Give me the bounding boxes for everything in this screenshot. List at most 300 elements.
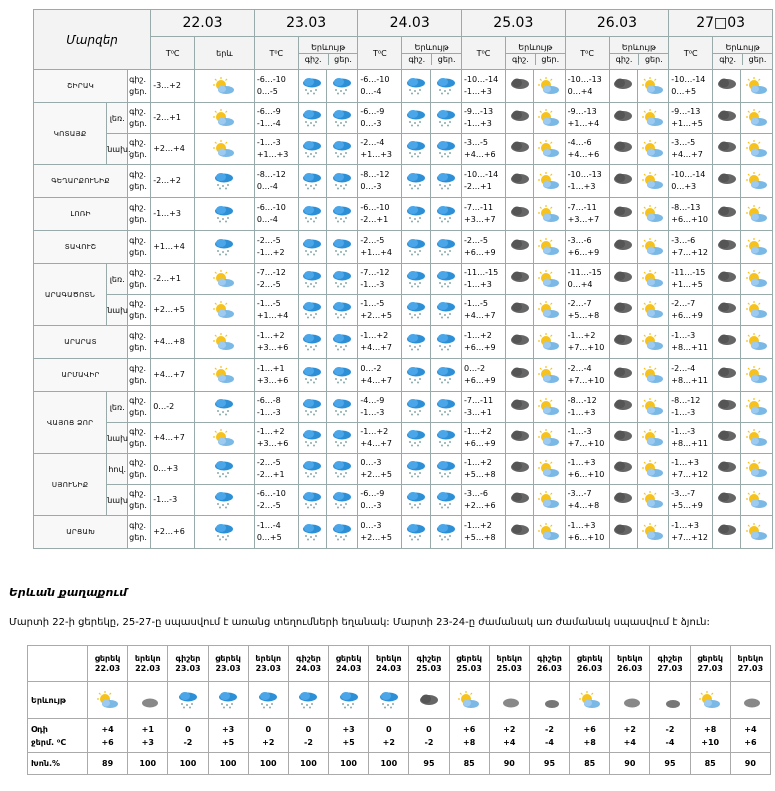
day-label: ցեր.: [129, 150, 147, 159]
regional-forecast-table: [33, 9, 773, 549]
day-temp: -2…+1: [360, 215, 389, 224]
snow-icon: [405, 366, 427, 384]
night-temp: -1…+2: [567, 331, 596, 340]
night-temp: 0…-2: [464, 364, 486, 373]
sun-icon: [642, 205, 664, 223]
corner-title: Մարզեր: [34, 10, 151, 70]
day-label: ցեր.: [129, 311, 147, 320]
snow-icon: [405, 270, 427, 288]
sun-icon: [213, 366, 235, 384]
temp-min: +8: [704, 724, 717, 734]
temp-header: T⁰C: [669, 37, 713, 70]
night-temp: -9…-13: [464, 107, 494, 116]
cloud-icon: [418, 691, 440, 709]
day-temp: -2…-5: [256, 501, 281, 510]
region-name: ՎԱՅՈՑ ՁՈՐ: [34, 392, 107, 454]
night-temp: -8…-12: [567, 396, 597, 405]
sun-icon: [538, 398, 560, 416]
day-temp: +6…+10: [567, 533, 605, 542]
day-temp: 0…+4: [567, 280, 593, 289]
snow-icon: [217, 691, 239, 709]
night-label: գիշ.: [129, 396, 147, 405]
day-temp: -1…-3: [256, 408, 281, 417]
day-temp: +1…+3: [360, 150, 393, 159]
night-temp: 0…-3: [360, 458, 382, 467]
period-label: ցերեկ: [94, 653, 121, 663]
period-label: երեկո: [255, 653, 282, 663]
night-temp: -6…-9: [360, 489, 385, 498]
temp-range: +2…+6: [153, 527, 185, 536]
humidity-value: 100: [248, 753, 288, 775]
day-temp: -1…+3: [464, 280, 492, 289]
period-date: 27.03: [737, 663, 764, 673]
day-label: ցեր.: [129, 119, 147, 128]
day-temp: -1…+2: [256, 248, 285, 257]
day-label: ցեր.: [129, 280, 147, 289]
night-label: գիշ.: [129, 170, 147, 179]
temp-range: +4…+8: [153, 337, 185, 346]
day-temp: +5…+8: [567, 311, 600, 320]
night-temp: -1…+2: [360, 331, 389, 340]
night-header: գիշ.: [610, 54, 640, 65]
day-temp: +1…+5: [671, 119, 703, 128]
night-icon: [509, 270, 531, 288]
region-name: ԼՈՌԻ: [34, 198, 128, 231]
period-date: 25.03: [456, 663, 482, 673]
period-date: 23.03: [175, 663, 201, 673]
night-icon: [612, 205, 634, 223]
period-label: երեկո: [737, 653, 764, 663]
day-header: ցեր.: [541, 54, 560, 64]
period-date: 26.03: [617, 663, 643, 673]
day-header: ցեր.: [334, 54, 352, 64]
snow-icon: [257, 691, 279, 709]
sun-icon: [538, 172, 560, 190]
sub-zone: նախ: [107, 295, 128, 326]
phen-header: Երևույթ: [299, 42, 358, 54]
city-description: Մարտի 22-ի ցերեկը, 25-27-ը սպասվում է առանց տեղումների եղանակ: Մարտի 23-24-ը ժամանակ առ ժամանակ սպասվում է ձյուն:: [9, 617, 710, 628]
day-temp: +4…+6: [567, 150, 600, 159]
sun-icon: [642, 140, 664, 158]
day-temp: +3…+7: [464, 215, 496, 224]
night-label: գիշ.: [129, 458, 147, 467]
night-icon: [612, 366, 634, 384]
temp-min: +6: [583, 724, 596, 734]
snow-icon: [331, 109, 353, 127]
day-temp: +6…+9: [671, 311, 703, 320]
period-label: ցերեկ: [697, 653, 724, 663]
day-label: ցեր.: [129, 376, 147, 385]
snow-icon: [331, 398, 353, 416]
day-temp: +2…+5: [360, 311, 393, 320]
sun-icon: [746, 205, 768, 223]
humidity-value: 89: [88, 753, 128, 775]
date-header: 22.03: [151, 10, 255, 37]
night-icon: [509, 460, 531, 478]
night-header: գիշ.: [713, 54, 743, 65]
temp-max: +4: [623, 737, 636, 747]
day-temp: +6…+10: [567, 470, 605, 479]
region-row: [34, 359, 773, 392]
region-row: [34, 198, 773, 231]
period-label: երեկո: [375, 653, 402, 663]
day-temp: +7…+12: [671, 533, 708, 542]
sun-icon: [458, 691, 480, 709]
night-label: գիշ.: [129, 489, 147, 498]
period-label: գիշեր: [657, 653, 683, 663]
day-label: ցեր.: [129, 470, 147, 479]
temp-min: 0: [185, 724, 191, 734]
night-icon: [612, 460, 634, 478]
temp-min: +6: [462, 724, 476, 734]
temp-min: -2: [545, 724, 554, 734]
night-temp: -1…-3: [256, 138, 281, 147]
sun-icon: [538, 523, 560, 541]
snow-icon: [301, 460, 323, 478]
sun-icon: [642, 77, 664, 95]
sun-icon: [746, 491, 768, 509]
night-temp: -7…-11: [567, 203, 597, 212]
night-icon: [716, 333, 738, 351]
sun-icon: [538, 301, 560, 319]
humidity-label: Խոն.%: [28, 753, 88, 775]
temp-max: -2: [424, 737, 434, 747]
snow-icon: [331, 205, 353, 223]
night-temp: -1…-5: [464, 299, 488, 308]
day-temp: 0…+5: [671, 87, 697, 96]
snow-icon: [405, 238, 427, 256]
night-temp: 0…-3: [360, 521, 382, 530]
day-temp: +1…+4: [567, 119, 600, 128]
humidity-value: 100: [168, 753, 208, 775]
period-date: 26.03: [536, 663, 563, 673]
night-temp: -9…-13: [567, 107, 597, 116]
temp-min: +2: [623, 724, 636, 734]
sun-icon: [642, 270, 664, 288]
temp-max: +2: [262, 737, 275, 747]
night-temp: -1…-5: [256, 299, 281, 308]
snow-icon: [405, 172, 427, 190]
night-temp: -1…-4: [256, 521, 281, 530]
day-temp: +1…+3: [256, 150, 289, 159]
snow-icon: [301, 238, 323, 256]
snow-icon: [405, 301, 427, 319]
day-label: ցեր.: [129, 408, 147, 417]
day-label: ցեր.: [129, 182, 147, 191]
night-icon: [716, 77, 738, 95]
night-temp: -1…-5: [360, 299, 385, 308]
sun-icon: [213, 140, 235, 158]
temp-range: 0…-2: [153, 402, 175, 411]
sun-icon: [746, 366, 768, 384]
day-temp: +6…+9: [464, 439, 496, 448]
sun-icon: [642, 429, 664, 447]
night-header: գիշ.: [402, 54, 432, 65]
night-icon: [716, 460, 738, 478]
snow-icon: [301, 77, 323, 95]
snow-icon: [378, 691, 400, 709]
snow-icon: [435, 366, 457, 384]
day-temp: +6…+9: [464, 376, 496, 385]
snow-icon: [213, 398, 235, 416]
day-temp: -1…+3: [567, 182, 596, 191]
snow-icon: [301, 398, 323, 416]
sun-icon: [746, 523, 768, 541]
snow-icon: [405, 491, 427, 509]
night-temp: -3…-7: [671, 489, 696, 498]
night-icon: [612, 491, 634, 509]
day-temp: +7…+12: [671, 470, 708, 479]
snow-icon: [213, 205, 235, 223]
day-temp: 0…-3: [360, 182, 382, 191]
snow-icon: [435, 109, 457, 127]
night-label: գիշ.: [129, 427, 147, 436]
snow-icon: [301, 366, 323, 384]
day-temp: +5…+8: [464, 470, 496, 479]
night-temp: -1…+3: [567, 521, 596, 530]
day-label: ցեր.: [129, 248, 147, 257]
region-name: ՏԱՎՈՒՇ: [34, 231, 128, 264]
night-icon: [509, 140, 531, 158]
sun-icon: [746, 301, 768, 319]
night-icon: [612, 301, 634, 319]
night-icon: [612, 523, 634, 541]
night-icon: [716, 491, 738, 509]
night-label: գիշ.: [129, 299, 147, 308]
temp-range: 0…+3: [153, 464, 179, 473]
day-temp: +5…+8: [464, 533, 496, 542]
humidity-value: 85: [449, 753, 489, 775]
phen-header: Երևույթ: [713, 42, 772, 54]
day-temp: +8…+11: [671, 439, 708, 448]
sub-zone: լեռ.: [107, 103, 128, 134]
period-label: գիշեր: [416, 653, 442, 663]
sun-icon: [642, 301, 664, 319]
period-label: ցերեկ: [576, 653, 603, 663]
temp-min: +4: [101, 724, 114, 734]
temp-max: +2: [382, 737, 395, 747]
sub-zone: լեռ.: [107, 392, 128, 423]
snow-icon: [301, 109, 323, 127]
temp-max: +5: [342, 737, 355, 747]
night-temp: -2…-4: [671, 364, 696, 373]
sun-icon: [538, 333, 560, 351]
night-icon: [612, 270, 634, 288]
sun-icon: [642, 491, 664, 509]
night-temp: -6…-10: [256, 489, 286, 498]
period-label: գիշեր: [537, 653, 562, 663]
sun-icon: [538, 270, 560, 288]
day-temp: +7…+10: [567, 439, 605, 448]
phen-row-label: Երևույթ: [28, 682, 88, 719]
humidity-value: 85: [690, 753, 730, 775]
snow-icon: [405, 140, 427, 158]
date-header: 25.03: [462, 10, 566, 37]
day-temp: 0…+5: [256, 533, 282, 542]
sun-icon: [579, 691, 601, 709]
day-label: ցեր.: [129, 501, 147, 510]
night-icon: [612, 140, 634, 158]
temp-max: +10: [701, 737, 720, 747]
temp-range: +2…+4: [153, 144, 185, 153]
air-label: Օդի: [31, 724, 48, 734]
night-icon: [612, 172, 634, 190]
night-temp: -3…-5: [671, 138, 696, 147]
snow-icon: [331, 140, 353, 158]
night-header: գիշ.: [299, 54, 329, 65]
night-icon: [509, 172, 531, 190]
sun-icon: [746, 77, 768, 95]
snow-icon: [331, 77, 353, 95]
humidity-value: 95: [650, 753, 690, 775]
snow-icon: [213, 238, 235, 256]
night-icon: [509, 205, 531, 223]
period-label: երեկո: [134, 653, 161, 663]
night-label: գիշ.: [129, 364, 147, 373]
period-label: ցերեկ: [335, 653, 362, 663]
night-icon: [716, 172, 738, 190]
sub-zone: լեռ.: [107, 264, 128, 295]
night-icon: [716, 366, 738, 384]
region-name: ԱՐՄԱՎԻՐ: [34, 359, 128, 392]
night-temp: -7…-12: [360, 268, 390, 277]
region-name: ՇԻՐԱԿ: [34, 70, 128, 103]
day-header: ցեր.: [748, 54, 767, 64]
snow-icon: [435, 77, 457, 95]
region-row: [34, 295, 773, 326]
night-temp: -1…+2: [256, 331, 285, 340]
region-row: [34, 454, 773, 485]
temp-range: +4…+7: [153, 370, 185, 379]
day-temp: 0…+4: [567, 87, 593, 96]
snow-icon: [435, 270, 457, 288]
night-temp: -8…-12: [360, 170, 390, 179]
night-temp: -10…-14: [671, 170, 706, 179]
temp-min: 0: [305, 724, 312, 734]
period-date: 22.03: [94, 663, 121, 673]
snow-icon: [331, 491, 353, 509]
snow-icon: [331, 429, 353, 447]
snow-icon: [297, 691, 319, 709]
sun-icon: [642, 109, 664, 127]
region-row: [34, 326, 773, 359]
temp-max: +8: [462, 737, 476, 747]
day-temp: 0…-4: [256, 215, 278, 224]
snow-icon: [177, 691, 199, 709]
night-temp: -9…-13: [671, 107, 701, 116]
day-temp: 0…-3: [360, 119, 382, 128]
night-temp: -2…-7: [671, 299, 696, 308]
night-temp: -2…-5: [464, 236, 488, 245]
day-temp: +4…+7: [671, 150, 703, 159]
snow-icon: [435, 205, 457, 223]
day-temp: +6…+9: [567, 248, 600, 257]
night-temp: -7…-11: [464, 396, 494, 405]
day-temp: +1…+5: [671, 280, 703, 289]
sun-icon: [746, 172, 768, 190]
region-name: ԱՐՑԱԽ: [34, 516, 128, 549]
temp-max: +4: [503, 737, 516, 747]
temp-max: +5: [221, 737, 235, 747]
humidity-value: 100: [329, 753, 369, 775]
day-temp: 0…-4: [256, 182, 278, 191]
day-label: ցեր.: [129, 533, 147, 542]
night-temp: -1…+3: [671, 521, 700, 530]
night-label: գիշ.: [129, 521, 147, 530]
night-temp: -6…-9: [256, 107, 281, 116]
night-icon: [612, 77, 634, 95]
temp-range: +1…+4: [153, 242, 185, 251]
day-temp: 0…-5: [256, 87, 278, 96]
snow-icon: [213, 523, 235, 541]
night-temp: -11…-15: [464, 268, 499, 277]
region-name: ԱՐԱԳԱԾՈՏՆ: [34, 264, 107, 326]
night-icon: [509, 491, 531, 509]
day-temp: +1…+4: [256, 311, 289, 320]
night-icon: [509, 109, 531, 127]
day-temp: +6…+9: [464, 343, 496, 352]
sun-icon: [699, 691, 721, 709]
sun-icon: [538, 140, 560, 158]
night-temp: -2…-5: [256, 236, 281, 245]
region-row: [34, 485, 773, 516]
period-date: 23.03: [255, 663, 281, 673]
temp-max: -2: [304, 737, 313, 747]
snow-icon: [301, 491, 323, 509]
sun-icon: [746, 398, 768, 416]
sun-icon: [642, 523, 664, 541]
day-label: ցեր.: [129, 343, 147, 352]
period-label: գիշեր: [175, 653, 201, 663]
humidity-value: 90: [730, 753, 770, 775]
night-label: գիշ.: [129, 75, 147, 84]
temp-range: -2…+1: [153, 113, 181, 122]
night-temp: -1…+2: [464, 427, 492, 436]
night-temp: -10…-14: [464, 170, 499, 179]
night-temp: -6…-10: [360, 75, 390, 84]
snow-icon: [213, 460, 235, 478]
night-temp: -10…-14: [671, 75, 706, 84]
snow-icon: [331, 301, 353, 319]
night-temp: -3…-7: [567, 489, 592, 498]
date-header: 26.03: [565, 10, 669, 37]
night-icon: [612, 398, 634, 416]
phen-header: երև: [195, 37, 255, 70]
moon-icon: [538, 691, 560, 709]
period-date: 23.03: [215, 663, 241, 673]
night-temp: -1…-3: [567, 427, 592, 436]
night-icon: [716, 270, 738, 288]
day-temp: 0…-4: [360, 87, 382, 96]
night-temp: -3…-6: [464, 489, 488, 498]
night-temp: -1…+1: [256, 364, 285, 373]
night-temp: -1…+2: [464, 458, 492, 467]
day-label: ցեր.: [129, 87, 147, 96]
temp-header: T⁰C: [462, 37, 506, 70]
night-temp: -6…-9: [360, 107, 385, 116]
snow-icon: [405, 398, 427, 416]
humidity-value: 85: [570, 753, 610, 775]
snow-icon: [405, 205, 427, 223]
night-label: գիշ.: [129, 107, 147, 116]
snow-icon: [331, 172, 353, 190]
snow-icon: [301, 523, 323, 541]
snow-icon: [301, 429, 323, 447]
moonc-icon: [739, 691, 761, 709]
period-label: ցերեկ: [456, 653, 482, 663]
sun-icon: [746, 270, 768, 288]
sun-icon: [213, 333, 235, 351]
